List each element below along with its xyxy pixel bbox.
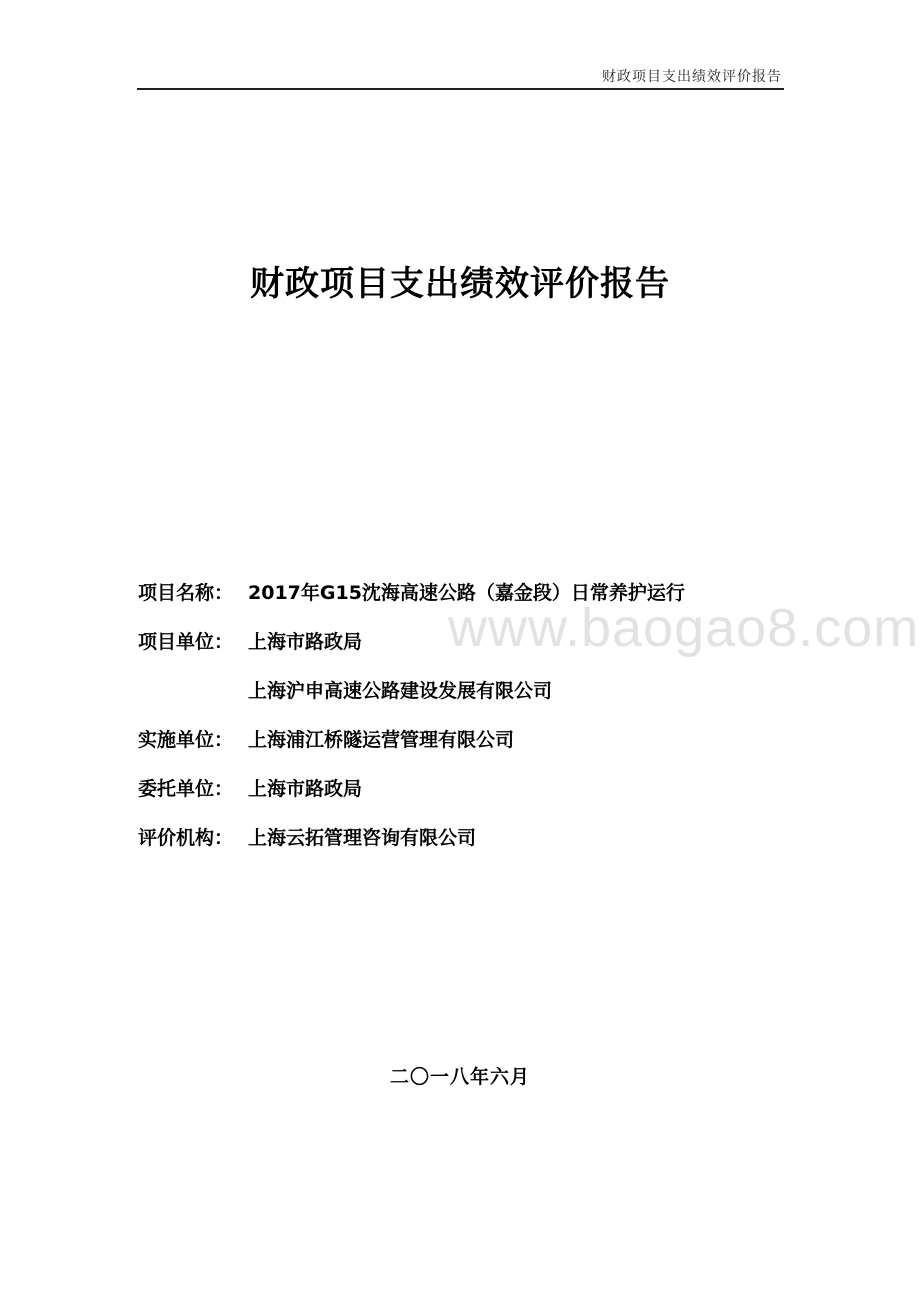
watermark: www.baogao8.com (448, 598, 920, 658)
project-unit-row-2 (138, 674, 685, 723)
header-rule (137, 88, 784, 90)
implementing-unit-row (138, 723, 685, 772)
project-name-label: 项目名称： (138, 582, 234, 604)
evaluation-agency-label: 评价机构： (138, 827, 234, 849)
project-name-value: 2017年G15沈海高速公路（嘉金段）日常养护运行 (248, 582, 685, 604)
project-unit-value-1: 上海市路政局 (248, 631, 363, 653)
project-unit-row (138, 625, 685, 674)
evaluation-agency-row (138, 821, 685, 870)
project-unit-label: 项目单位： (138, 631, 234, 653)
commissioning-unit-label: 委托单位： (138, 778, 234, 800)
project-info-block (138, 576, 685, 870)
commissioning-unit-row (138, 772, 685, 821)
implementing-unit-label: 实施单位： (138, 729, 234, 751)
report-date: 二〇一八年六月 (389, 1066, 530, 1088)
project-name-row (138, 576, 685, 625)
project-unit-label-spacer (138, 674, 248, 723)
commissioning-unit-value: 上海市路政局 (248, 778, 363, 800)
document-title: 财政项目支出绩效评价报告 (250, 264, 670, 304)
running-header-title: 财政项目支出绩效评价报告 (602, 69, 782, 85)
project-unit-value-2: 上海沪申高速公路建设发展有限公司 (248, 680, 553, 702)
evaluation-agency-value: 上海云拓管理咨询有限公司 (248, 827, 477, 849)
implementing-unit-value: 上海浦江桥隧运营管理有限公司 (248, 729, 515, 751)
